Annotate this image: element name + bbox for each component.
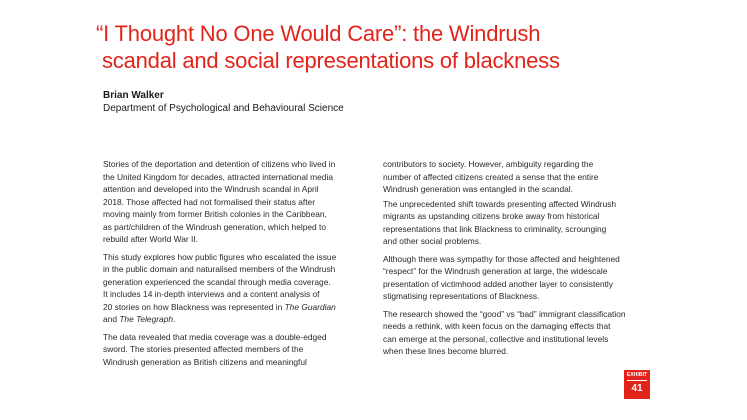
text-line: attention and developed into the Windrush scandal in April — [103, 184, 319, 194]
left-column — [103, 158, 368, 368]
text-line: The research showed the “good” vs “bad” immigrant classification — [383, 308, 626, 319]
text-line: representations that link Blackness to criminality, scrounging — [383, 223, 607, 234]
text-line: in the public domain and naturalised members of the Windrush — [103, 264, 336, 274]
text-line: needs a rethink, with keen focus on the damaging effects that — [383, 321, 611, 331]
title-line-1: “I Thought No One Would Care”: the Windrush — [96, 21, 541, 46]
text-line: Windrush generation as British citizens and meaningful — [103, 356, 307, 367]
text-line: moving mainly from former British colonies in the Caribbean, — [103, 209, 327, 219]
text-line: contributors to society. However, ambiguity regarding the — [383, 159, 594, 169]
publication-name: The Telegraph — [119, 314, 174, 324]
text-line: generation experienced the scandal through media coverage. — [103, 276, 331, 287]
text-line — [103, 301, 368, 314]
paragraph — [383, 158, 648, 196]
text-line: stigmatising representations of Blackness. — [383, 291, 540, 301]
exhibit-badge — [624, 370, 650, 399]
page-title — [96, 20, 716, 74]
author-department: Department of Psychological and Behavioural Science — [103, 103, 344, 114]
text-line: the United Kingdom for decades, attracted international media — [103, 171, 333, 182]
text-line: rebuild after World War II. — [103, 234, 198, 244]
text-line: migrants as upstanding citizens broke away from historical — [383, 211, 600, 221]
title-line-2: scandal and social representations of blackness — [102, 48, 560, 73]
text-run: . — [173, 314, 176, 324]
author-name: Brian Walker — [103, 90, 164, 101]
paragraph — [103, 251, 368, 289]
paragraph — [383, 308, 648, 358]
paragraph — [103, 288, 368, 326]
text-run: and — [103, 314, 117, 324]
text-line: The unprecedented shift towards presenting affected Windrush — [383, 198, 617, 209]
text-line: and other social problems. — [383, 236, 482, 246]
exhibit-label: EXHIBIT — [626, 372, 648, 378]
paragraph — [383, 198, 648, 248]
paragraph — [383, 253, 648, 303]
text-line: The data revealed that media coverage was a double-edged — [103, 331, 327, 342]
text-line: sword. The stories presented affected members of the — [103, 344, 304, 354]
text-line: presentation of victimhood added another layer to consistently — [383, 278, 613, 289]
text-line: “respect” for the Windrush generation at large, the widescale — [383, 266, 608, 276]
paragraph — [103, 331, 368, 369]
text-line: Stories of the deportation and detention of citizens who lived in — [103, 159, 336, 169]
publication-name: The Guardian — [284, 301, 336, 312]
text-line: number of affected citizens created a sense that the entire — [383, 171, 599, 182]
text-line: This study explores how public figures who escalated the issue — [103, 251, 337, 262]
text-run: 20 stories on how Blackness was represented in — [103, 301, 283, 312]
text-line: as part/children of the Windrush generation, which helped to — [103, 221, 327, 232]
text-line — [103, 313, 368, 326]
right-column — [383, 158, 648, 358]
text-line: when these lines become blurred. — [383, 346, 509, 356]
text-line: 2018. Those affected had not formalised their status after — [103, 196, 315, 207]
text-line: can emerge at the personal, collective and institutional levels — [383, 333, 609, 344]
paragraph — [103, 158, 368, 246]
text-line: It includes 14 in-depth interviews and a content analysis of — [103, 289, 320, 299]
text-line: Windrush generation was entangled in the scandal. — [383, 184, 573, 194]
text-line: Although there was sympathy for those affected and heightened — [383, 253, 620, 264]
exhibit-number: 41 — [631, 383, 643, 394]
